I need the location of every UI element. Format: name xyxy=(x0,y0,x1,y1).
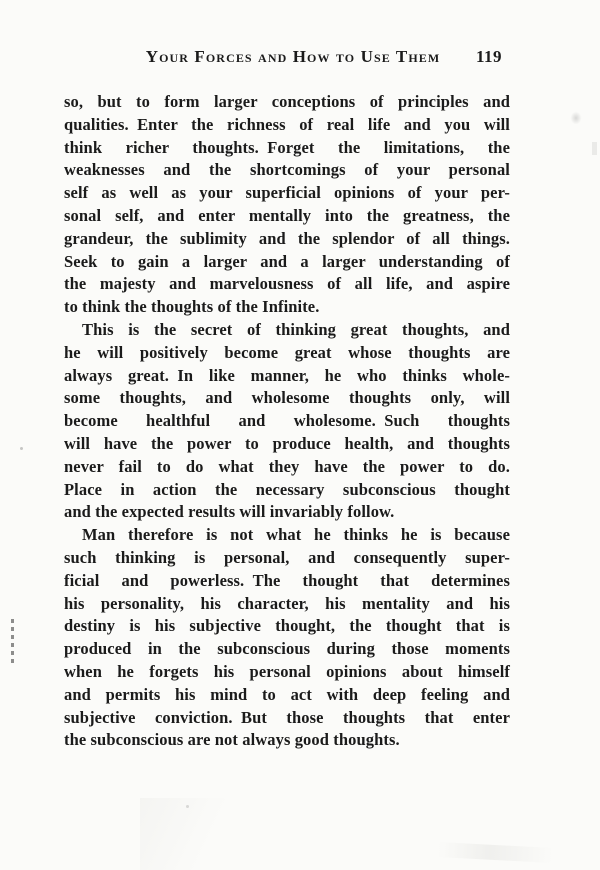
text-line: when he forgets his personal opinions about himself xyxy=(64,661,510,681)
scan-artifact-shading xyxy=(140,798,270,870)
running-title: Your Forces and How to Use Them xyxy=(145,47,441,66)
text-line: destiny is his subjective thought, the thought that is xyxy=(64,616,510,636)
text-line: and permits his mind to act with deep feeling and xyxy=(64,684,510,704)
text-line: become healthful and wholesome. Such thoughts xyxy=(64,411,510,431)
scan-artifact-left-dashes xyxy=(11,619,14,665)
scan-artifact-smudge xyxy=(570,111,582,125)
text-line: he will positively become great whose thoughts are xyxy=(64,342,510,362)
scan-artifact-edge-tick xyxy=(592,142,597,155)
text-line: the majesty and marvelousness of all life, and aspire xyxy=(64,274,510,294)
text-line: the subconscious are not always good thoughts. xyxy=(64,730,400,750)
text-line: Man therefore is not what he thinks he is because xyxy=(82,525,510,545)
text-line: think richer thoughts. Forget the limitations, the xyxy=(64,137,510,157)
scan-artifact-streak xyxy=(438,842,554,863)
text-line: grandeur, the sublimity and the splendor of all things. xyxy=(64,228,510,248)
text-line: to think the thoughts of the Infinite. xyxy=(64,297,320,317)
text-line: always great. In like manner, he who thinks whole- xyxy=(64,365,510,385)
text-line: qualities. Enter the richness of real life and you will xyxy=(64,114,510,134)
text-line: ficial and powerless. The thought that determines xyxy=(64,570,510,590)
text-line: so, but to form larger conceptions of principles and xyxy=(64,92,510,111)
text-line: some thoughts, and wholesome thoughts only, will xyxy=(64,388,510,408)
page-header xyxy=(64,47,510,69)
scan-artifact-speck xyxy=(20,447,23,450)
page-number: 119 xyxy=(475,47,502,66)
text-line: This is the secret of thinking great thoughts, and xyxy=(82,319,510,339)
text-line: Seek to gain a larger and a larger understanding of xyxy=(64,251,510,271)
scan-artifact-speck xyxy=(186,805,189,808)
text-line: never fail to do what they have the power to do. xyxy=(64,456,510,476)
text-column xyxy=(64,91,510,752)
text-line: sonal self, and enter mentally into the greatness, the xyxy=(64,205,510,225)
text-line: such thinking is personal, and consequently super- xyxy=(64,547,510,567)
text-line: weaknesses and the shortcomings of your personal xyxy=(64,160,510,180)
text-line: Place in action the necessary subconscious thought xyxy=(64,479,510,499)
text-line: subjective conviction. But those thoughts that enter xyxy=(64,707,510,727)
text-line: and the expected results will invariably follow. xyxy=(64,502,395,522)
text-line: self as well as your superficial opinions of your per- xyxy=(64,183,510,203)
text-line: produced in the subconscious during those moments xyxy=(64,639,510,659)
text-line: his personality, his character, his mentality and his xyxy=(64,593,510,613)
text-line: will have the power to produce health, and thoughts xyxy=(64,433,510,453)
